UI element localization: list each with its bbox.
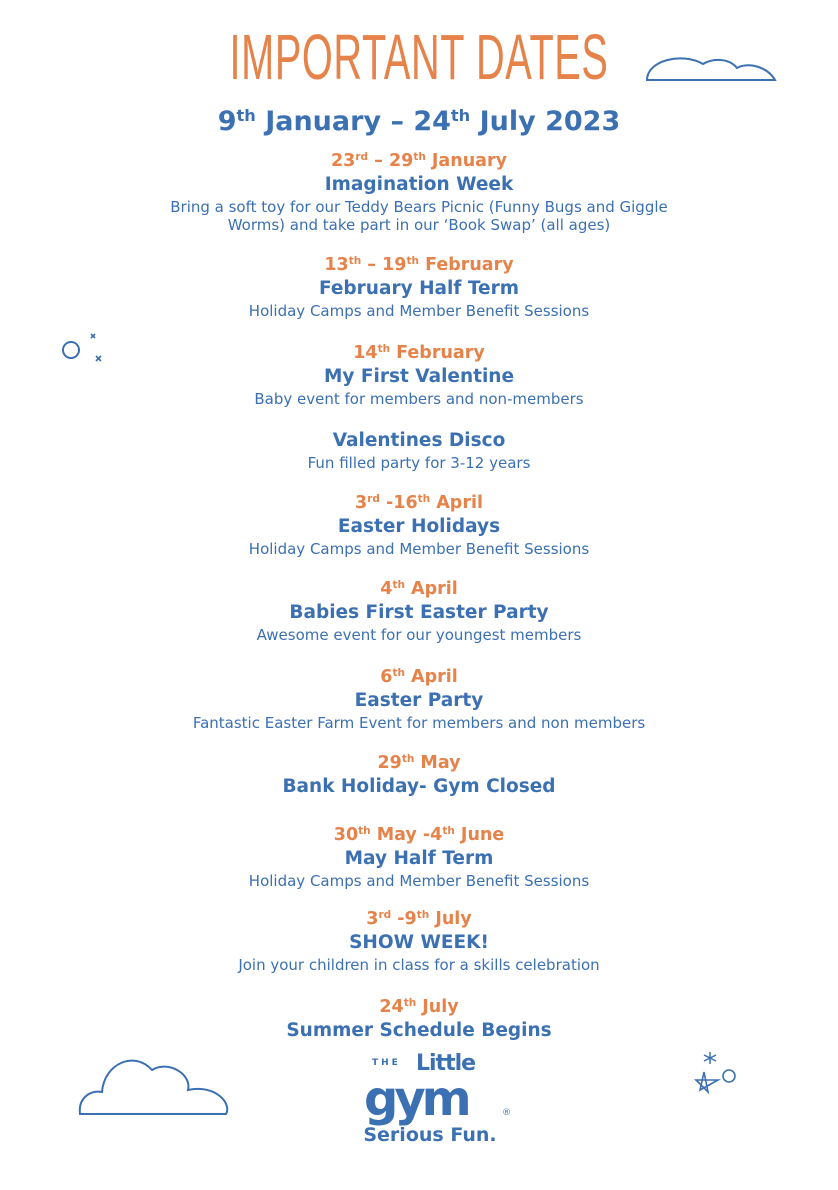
description-line: Bring a soft toy for our Teddy Bears Picnic (Funny Bugs and Giggle bbox=[170, 198, 668, 216]
date-text: February bbox=[418, 255, 514, 275]
description-line: Worms) and take part in our ‘Book Swap’ (all ages) bbox=[227, 216, 611, 234]
event-title: Easter Party bbox=[354, 690, 484, 711]
date-text: April bbox=[430, 493, 483, 513]
date-text: May -4 bbox=[370, 825, 443, 845]
event-description bbox=[0, 540, 838, 558]
event-item bbox=[0, 429, 838, 472]
description-line: Baby event for members and non-members bbox=[254, 390, 584, 408]
event-title: May Half Term bbox=[344, 848, 494, 869]
date-text: 6 bbox=[380, 667, 393, 687]
date-range-heading bbox=[0, 106, 838, 137]
logo-the: THE bbox=[372, 1058, 401, 1068]
ordinal-suffix: rd bbox=[367, 493, 380, 506]
date-text: 30 bbox=[333, 825, 359, 845]
description-line: Join your children in class for a skills celebration bbox=[238, 956, 600, 974]
event-date bbox=[0, 577, 838, 601]
the-little-gym-logo bbox=[360, 1051, 520, 1127]
event-date bbox=[0, 995, 838, 1019]
ordinal-suffix: th bbox=[413, 151, 426, 164]
event-description bbox=[0, 626, 838, 644]
ordinal-suffix: th bbox=[403, 997, 417, 1010]
ordinal-suffix: rd bbox=[355, 151, 369, 164]
ordinal-suffix: th bbox=[236, 106, 256, 126]
event-description bbox=[0, 872, 838, 890]
event-title: Bank Holiday- Gym Closed bbox=[282, 776, 556, 797]
description-line: Awesome event for our youngest members bbox=[256, 626, 582, 644]
date-text: 4 bbox=[380, 579, 393, 599]
event-date bbox=[0, 341, 838, 365]
tagline: Serious Fun. bbox=[363, 1124, 497, 1146]
ordinal-suffix: rd bbox=[378, 909, 392, 922]
date-text: 13 bbox=[324, 255, 349, 275]
date-text: 23 bbox=[330, 151, 356, 171]
event-description bbox=[0, 956, 838, 974]
page-title: IMPORTANT DATES bbox=[229, 21, 609, 93]
date-text: February bbox=[390, 343, 485, 363]
event-date bbox=[0, 491, 838, 515]
ordinal-suffix: th bbox=[450, 106, 471, 126]
event-description bbox=[0, 390, 838, 408]
ordinal-suffix: th bbox=[392, 667, 405, 680]
event-item bbox=[0, 665, 838, 732]
event-date bbox=[0, 253, 838, 277]
event-item bbox=[0, 253, 838, 320]
date-text: June bbox=[454, 825, 505, 845]
date-text: -9 bbox=[391, 909, 417, 929]
logo-little: Little bbox=[416, 1051, 476, 1076]
event-title: Easter Holidays bbox=[337, 516, 501, 537]
event-title: My First Valentine bbox=[323, 366, 515, 387]
event-item bbox=[0, 823, 838, 890]
event-item bbox=[0, 491, 838, 558]
event-description bbox=[0, 302, 838, 320]
date-text: – 29 bbox=[368, 151, 414, 171]
event-title: Valentines Disco bbox=[332, 430, 506, 451]
event-item bbox=[0, 577, 838, 644]
description-line: Fantastic Easter Farm Event for members and non members bbox=[192, 714, 646, 732]
date-text: May bbox=[414, 753, 461, 773]
date-text: April bbox=[404, 579, 458, 599]
date-text: July bbox=[429, 909, 472, 929]
date-text: 3 bbox=[355, 493, 368, 513]
description-line: Fun filled party for 3-12 years bbox=[307, 454, 531, 472]
date-text: July 2023 bbox=[470, 106, 621, 137]
event-title: SHOW WEEK! bbox=[349, 932, 489, 953]
event-date bbox=[0, 907, 838, 931]
event-date bbox=[0, 149, 838, 173]
ordinal-suffix: th bbox=[377, 343, 391, 356]
event-item bbox=[0, 149, 838, 234]
ordinal-suffix: th bbox=[348, 255, 362, 268]
date-text: 14 bbox=[353, 343, 378, 363]
event-date bbox=[0, 823, 838, 847]
date-text: 24 bbox=[379, 997, 404, 1017]
description-line: Holiday Camps and Member Benefit Sessions bbox=[248, 872, 590, 890]
event-date bbox=[0, 665, 838, 689]
ordinal-suffix: th bbox=[442, 825, 455, 838]
event-item bbox=[0, 751, 838, 799]
event-item bbox=[0, 907, 838, 974]
cloud-icon bbox=[643, 50, 783, 86]
ordinal-suffix: th bbox=[358, 825, 371, 838]
event-title: Imagination Week bbox=[324, 174, 514, 195]
date-text: April bbox=[404, 667, 458, 687]
ordinal-suffix: th bbox=[406, 255, 419, 268]
event-title: Babies First Easter Party bbox=[289, 602, 549, 623]
cloud-icon bbox=[76, 1050, 234, 1120]
event-title: February Half Term bbox=[319, 278, 519, 299]
description-line: Holiday Camps and Member Benefit Sessions bbox=[248, 302, 590, 320]
event-item bbox=[0, 995, 838, 1043]
date-text: 29 bbox=[377, 753, 402, 773]
event-item bbox=[0, 341, 838, 408]
description-line: Holiday Camps and Member Benefit Sessions bbox=[248, 540, 590, 558]
ordinal-suffix: th bbox=[392, 579, 405, 592]
date-text: July bbox=[416, 997, 459, 1017]
ordinal-suffix: th bbox=[417, 493, 431, 506]
logo-gym: gym bbox=[364, 1071, 468, 1127]
event-description bbox=[0, 198, 838, 234]
date-text: 3 bbox=[366, 909, 379, 929]
event-date bbox=[0, 751, 838, 775]
event-description bbox=[0, 714, 838, 732]
ordinal-suffix: th bbox=[416, 909, 430, 922]
date-text: January bbox=[425, 151, 508, 171]
ordinal-suffix: th bbox=[401, 753, 415, 766]
date-text: -16 bbox=[379, 493, 418, 513]
doodle-circle-icon bbox=[58, 328, 108, 368]
date-text: 9 bbox=[217, 106, 237, 137]
logo-registered: ® bbox=[502, 1108, 511, 1118]
star-doodle-icon bbox=[690, 1050, 740, 1098]
date-text: January – 24 bbox=[255, 106, 451, 137]
date-text: – 19 bbox=[361, 255, 407, 275]
event-title: Summer Schedule Begins bbox=[286, 1020, 552, 1041]
event-description bbox=[0, 454, 838, 472]
